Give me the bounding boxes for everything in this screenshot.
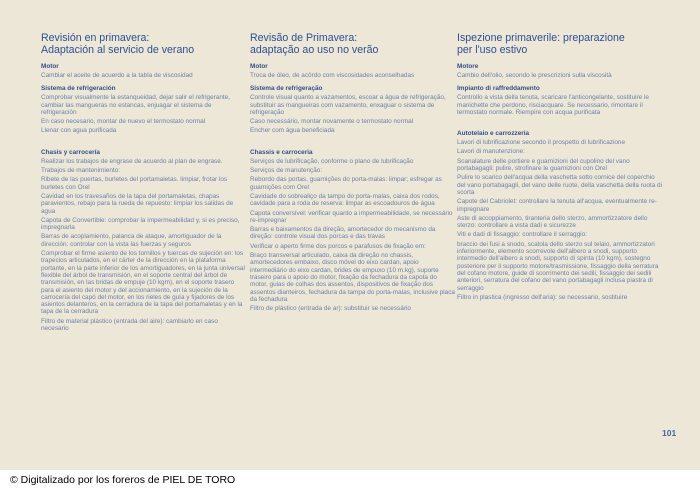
column-spanish (41, 32, 246, 334)
paragraph: Braço transversal articulado, caixa da direção no chassis, amortecedores embaixo, disco móvel do eixo cardan, apoio intermediário do eixo cardan, brides de empuxo (10 m.kg), suporte traseiro para o apoio do motor, fixação da fechadura da capota do motor, guias de colhas dos assentos, dispositivos de fixação dos assentos dianteiros, fechadura da tampa do porta-malas, inclusive placa da fechadura (250, 252, 455, 303)
paragraph: Llenar con agua purificada (41, 127, 117, 135)
paragraph: Barras de acoplamiento, palanca de ataque, amortiguador de la dirección: controlar con la vista las fuerzas y seguros (41, 233, 222, 248)
paragraph: Controle visual quanto a vazamentos, escoar a água de refrigeração, substituir as mangueiras com vazamento, enxaguar o sistema de refrigeração (250, 94, 446, 116)
paragraph: Comprobar visualmente la estanqueidad, dejar salir el refrigerante, cambiar las mangueras no estancas, enjuagar el sistema de refrigeración (41, 94, 230, 116)
paragraph: Lavori di lubrificazione secondo il prospetto di lubrificazione (457, 139, 626, 147)
paragraph: Ribete de las puertas, burletes del portamaletas. limpiar, frotar los burletes con Orel (41, 176, 228, 191)
paragraph: Capota conversível: verificar quanto a impermeabilidade, se necessário re-impregnar (250, 209, 453, 224)
column-title (41, 32, 246, 56)
paragraph: Cambio dell'olio, secondo le prescrizioni sulla viscosità (457, 72, 612, 79)
paragraph: Pulire lo scarico dell'acqua della vaschetta sotto cornice del coperchio del vano portabagagli, del vano delle ruote, della vaschetta della ruota di scorta (457, 174, 662, 196)
paragraph: En caso necesario, montar de nuevo el termostato normal (41, 118, 206, 126)
paragraph: Trabajos de mantenimiento: (41, 167, 120, 175)
column-title-line-2: adaptação ao uso no verão (250, 44, 379, 56)
paragraph: Cambiar el aceite de acuerdo a la tabla de viscosidad (41, 72, 193, 79)
paragraph: Caso necessário, montar novamente o termostato normal (250, 118, 414, 126)
paragraph: Filtro in plastica (ingresso dell'aria): se necessario, sostituire (457, 293, 628, 301)
column-portuguese (250, 32, 455, 314)
column-title-line-1: Ispezione primaverile: preparazione (457, 32, 625, 44)
paragraph: Serviços de manutenção: (250, 167, 323, 175)
paragraph: Encher com água beneficiada (250, 127, 335, 135)
paragraph: Realizar los trabajos de engrase de acuerdo al plan de engrase. (41, 157, 223, 165)
section-heading: Motor (250, 63, 268, 70)
scan-credit-watermark: © Digitalizado por los foreros de PIEL DE TORO (10, 474, 236, 486)
section-heading: Sistema de refrigeração (250, 85, 323, 93)
paragraph: Barras e baixamentos da direção, amortecedor do mecanismo da direção: controle visual dos porcas e das travas (250, 226, 436, 241)
section-heading: Motore (457, 63, 479, 70)
paragraph: Serviços de lubrificação, conforme o plano de lubrificação (250, 157, 414, 165)
column-title-line-1: Revisão de Primavera: (250, 32, 358, 44)
column-title (457, 32, 662, 56)
section-heading: Chassis e carroceria (250, 148, 313, 156)
paragraph: Aste di accoppiamento, tiranteria dello sterzo, ammortizzatore dello sterzo: controllare a vista dadi e sicurezze (457, 214, 648, 230)
paragraph: Scanalature delle portiere e guarnizioni del cupolino del vano portabagagli: pulire, strofinare le guarnizioni con Orel (457, 157, 630, 173)
paragraph: Viti e dadi di fissaggio: controllare il serraggio: (457, 231, 587, 239)
page-number: 101 (662, 428, 677, 438)
paragraph: Cavidade do sobrealiço da tampo do porta-malas, caixa dos rodos, cavidade para a roda de reserva: limpar as escoadouros de água (250, 192, 440, 208)
paragraph: Cavidad en los travesaños de la tapa del portamaletas, chapas paravientos, rebajo para la rueda de repuesto: limpiar los salidas de agua (41, 192, 234, 215)
section-heading: Chasis y carrocería (41, 148, 100, 156)
column-title-line-1: Revisión en primavera: (41, 32, 150, 44)
section-heading: Impianto di raffreddamento (457, 85, 540, 93)
column-title (250, 32, 455, 56)
paragraph: Capota de Convertible: comprobar la impermeabilidad y, si es preciso, impregnarla (41, 216, 240, 232)
paragraph: Verificar o aperto firme dos porcos e parafusos de fixação em: (250, 242, 426, 250)
paragraph: Troca de óleo, de acôrdo com viscosidades aconselhadas (250, 72, 415, 79)
section-heading: Motor (41, 63, 59, 70)
paragraph: Filtro de material plástico (entrada del aire): cambiarlo en caso necesario (41, 317, 218, 333)
paragraph: Comprobar el firme asiento de los tornillos y tuercas de sujeción en: los trapecios articulados, en el cárter de la dirección en la plataforma portante, en la parte inferior de los amortiguadores, en la junta universal flexible del árbol de transmisión, en el soporte central del árbol de transmisión, en las bridas de empuje (10 kgm), en el soporte trasero para el asiento del motor y del accionamiento, en la sujeción de la carrocería del capó del motor, en los rieles de guía y fijadores de los asientos delanteros, en la cerradura de la tapa del portamaletas y en la tapa de la cerradura (41, 250, 245, 316)
paragraph: Lavori di manutenzione: (457, 148, 525, 156)
paragraph: Rebordo das portas, guarnições do porta-malas: limpar; esfregar as guarnições com Orel (250, 176, 442, 191)
column-title-line-2: per l'uso estivo (457, 44, 528, 56)
column-italian (457, 32, 662, 303)
paragraph: braccio dei fusi a snodo, scatola dello sterzo sul telaio, ammortizzatori inferiormente, elemento scorrevole dell'albero a snodi, supporto intermedio dell'albero a snodi, supporto di spinta (10 kgm), sostegno posteriore per il supporto motore/trasmissione, fissaggio della serratura del cofano motore, guide di scorrimento dei sedili, fissaggio dei sedili anteriori, serratura del cofano del vano portabagagli inclusa piastra di serraggio (457, 240, 659, 292)
paragraph: Filtro de plástico (entrada de ar): substituir se necessário (250, 305, 411, 313)
paragraph: Capote del Cabriolet: controllare la tenuta all'acqua, eventualmente re-impregnare (457, 198, 657, 213)
paragraph: Controllo a vista della tenuta, scaricare l'anticongelante, sostituire le manichette che perdono, risciacquare. Se necessario, rimontare il termostato normale. Riempire con acqua purificata (457, 94, 649, 116)
section-heading: Autotelaio e carrozzeria (457, 130, 530, 138)
section-heading: Sistema de refrigeración (41, 85, 116, 93)
column-title-line-2: Adaptación al servicio de verano (41, 44, 195, 56)
